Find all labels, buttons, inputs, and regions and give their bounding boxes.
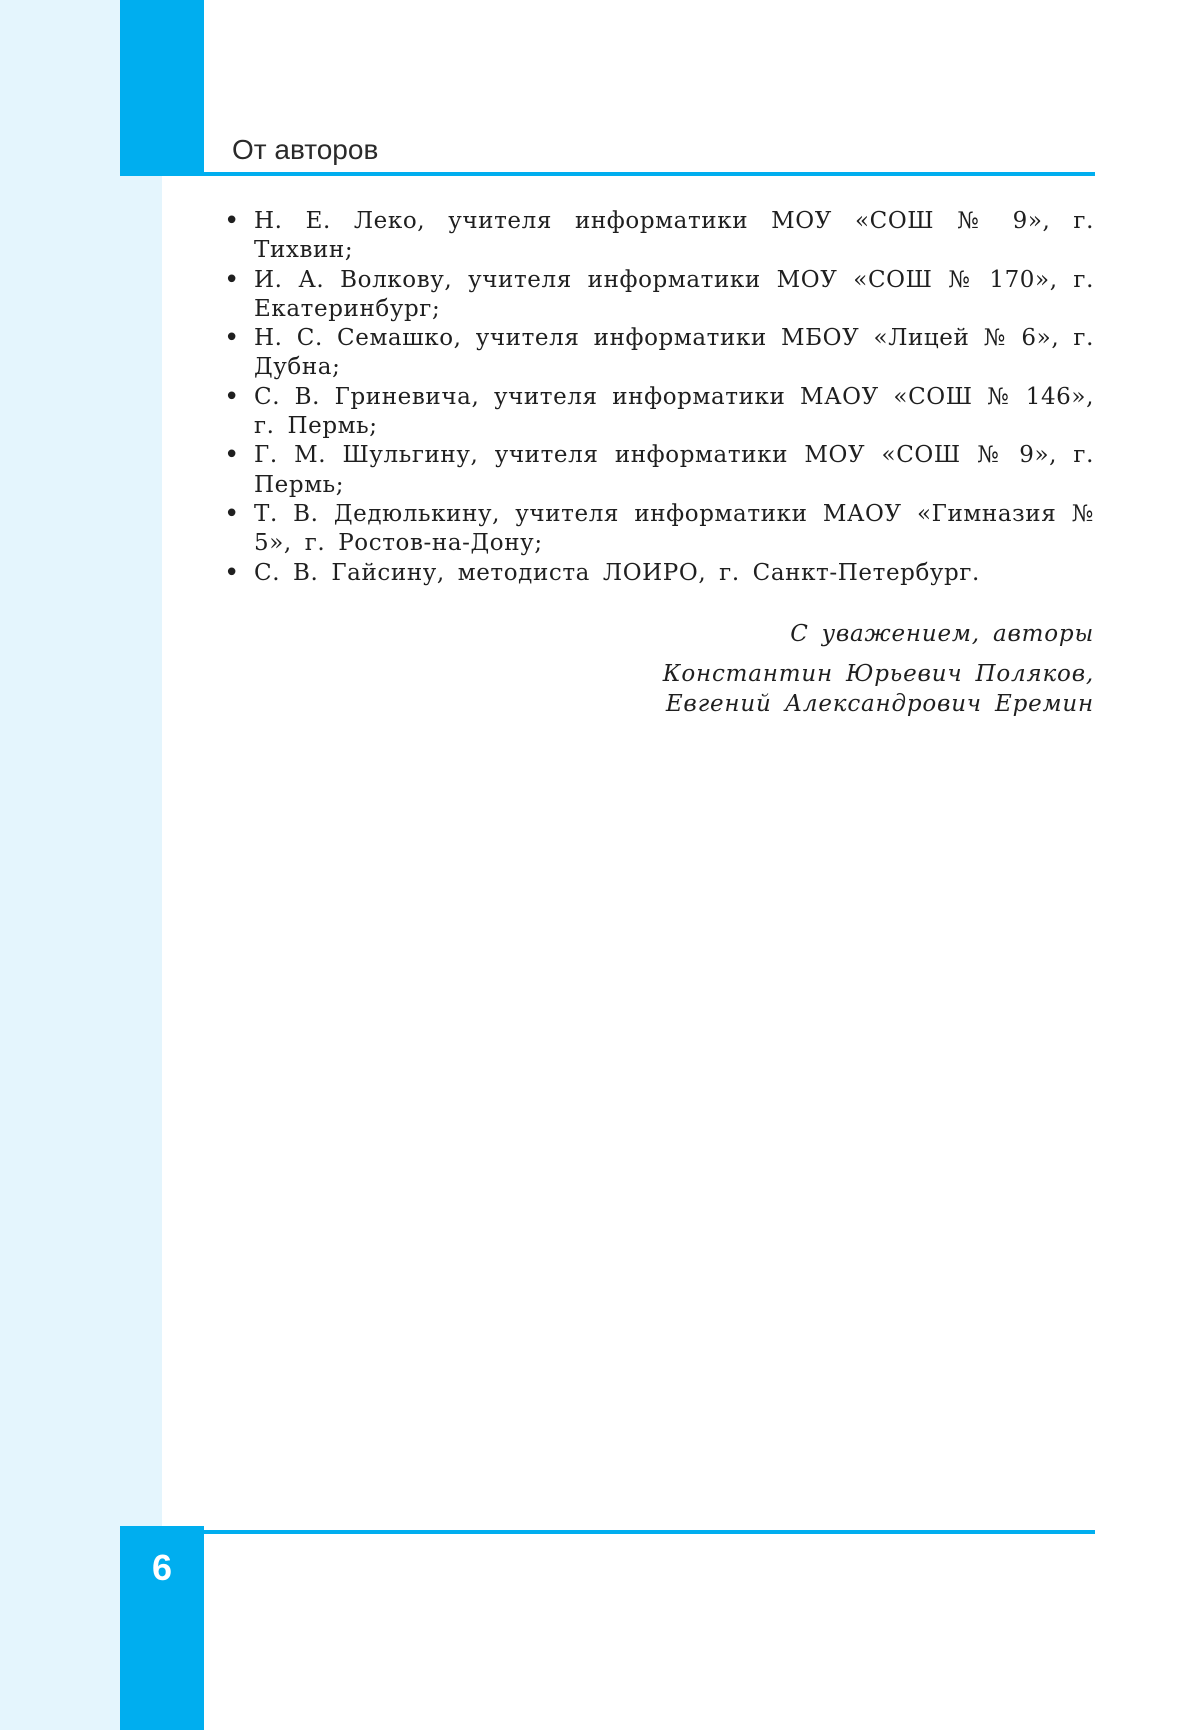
page-number: 6 xyxy=(151,1547,173,1588)
list-item: • Г. М. Шульгину, учителя информатики МОУ «СОШ № 9», г. Пермь; xyxy=(254,441,1094,500)
list-item: • Т. В. Дедюлькину, учителя информатики МАОУ «Гимназия № 5», г. Ростов-на-Дону; xyxy=(254,500,1094,559)
list-item: • С. В. Гайсину, методиста ЛОИРО, г. Санкт-Петербург. xyxy=(254,559,1094,588)
acknowledgement-list xyxy=(254,207,1094,588)
header-tab xyxy=(120,0,204,176)
signature-authors xyxy=(663,660,1094,719)
author-name: Евгений Александрович Еремин xyxy=(665,690,1094,717)
margin-band xyxy=(0,0,162,1730)
list-item: • Н. Е. Леко, учителя информатики МОУ «СОШ № 9», г. Тихвин; xyxy=(254,207,1094,266)
footer-rule xyxy=(204,1530,1095,1534)
running-title: От авторов xyxy=(232,134,379,165)
list-item: • С. В. Гриневича, учителя информатики МАОУ «СОШ № 146», г. Пермь; xyxy=(254,383,1094,442)
author-name: Константин Юрьевич Поляков, xyxy=(662,661,1094,687)
header-rule xyxy=(120,172,1095,176)
list-item: • И. А. Волкову, учителя информатики МОУ «СОШ № 170», г. Екатеринбург; xyxy=(254,266,1094,325)
signature-greeting: С уважением, авторы xyxy=(790,621,1094,647)
list-item: • Н. С. Семашко, учителя информатики МБОУ «Лицей № 6», г. Дубна; xyxy=(254,324,1094,383)
